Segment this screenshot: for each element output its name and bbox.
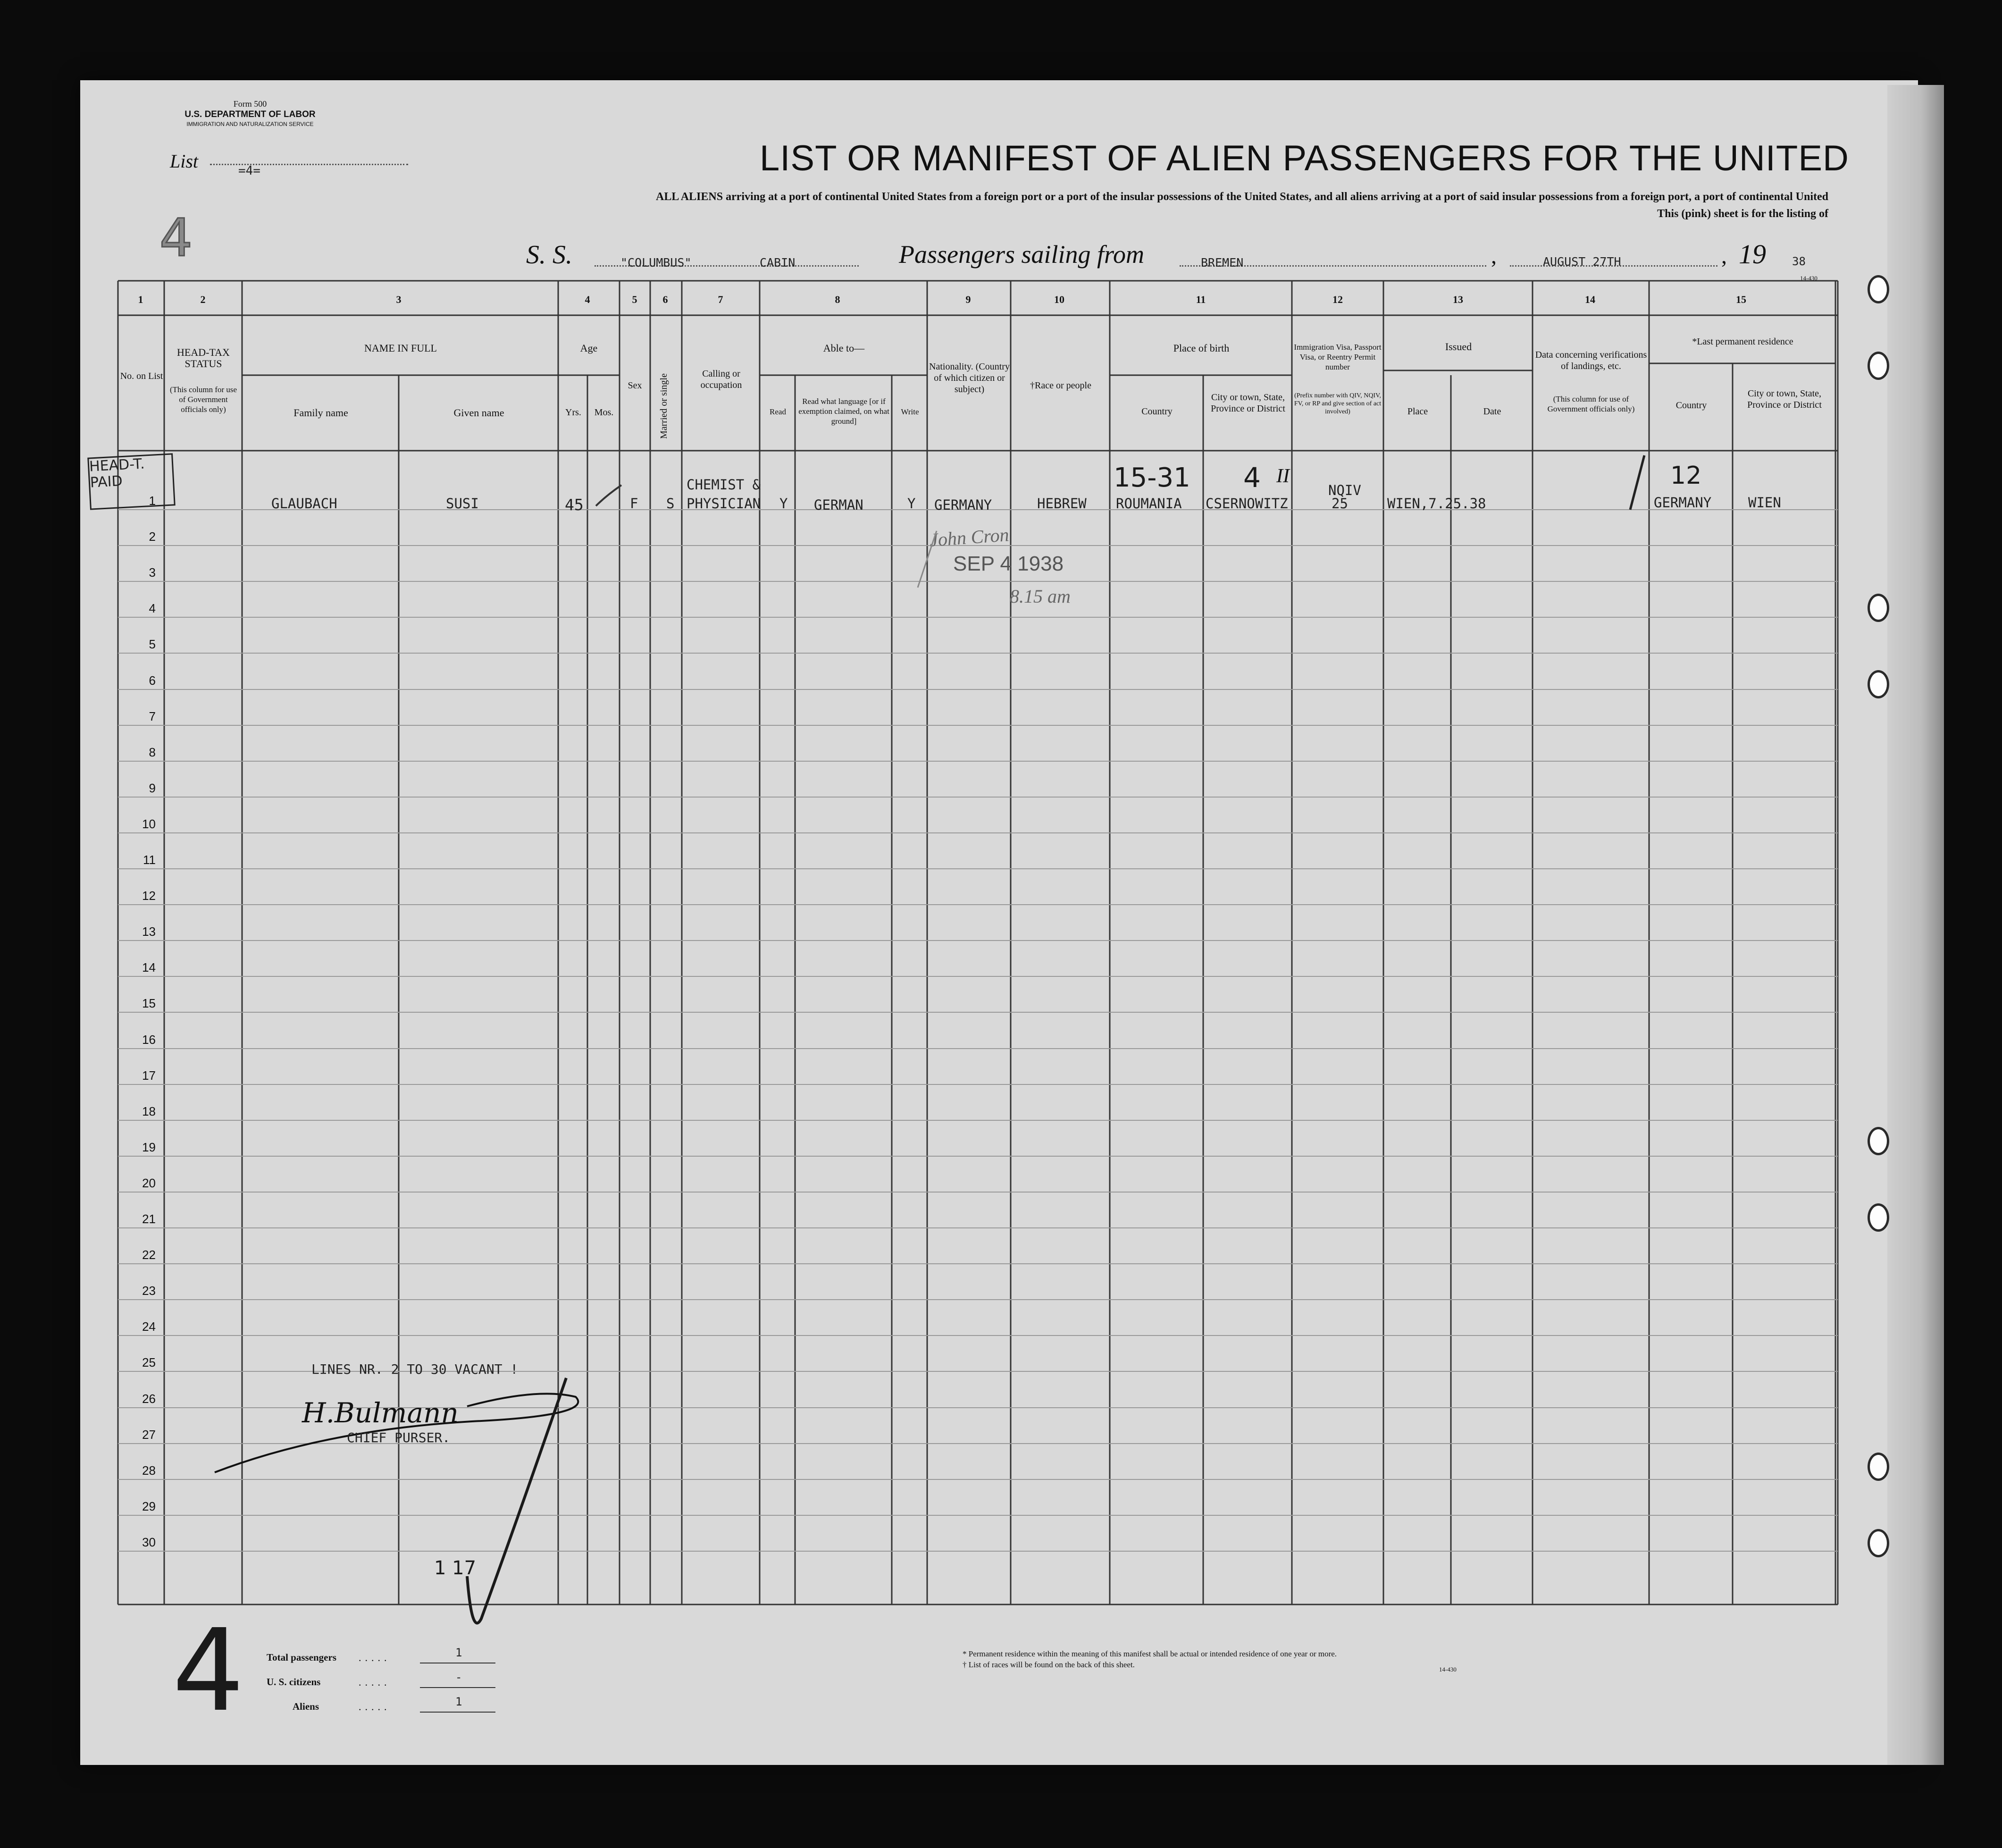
punch-hole <box>1868 1203 1889 1232</box>
line-number: 16 <box>142 1033 156 1047</box>
aliens: 1 <box>455 1695 462 1708</box>
header-given-name: Given name <box>453 407 504 419</box>
punch-hole <box>1868 352 1889 380</box>
line-number: 18 <box>142 1104 156 1118</box>
bottom-handwritten-mark: 1 17 <box>434 1557 477 1579</box>
dots-2: ..... <box>359 1676 391 1688</box>
marital-status: S <box>666 496 675 512</box>
vacant-lines-note: LINES NR. 2 TO 30 VACANT ! <box>311 1361 519 1377</box>
residence-country: GERMANY <box>1654 495 1712 511</box>
department: U.S. DEPARTMENT OF LABOR <box>184 109 316 119</box>
instruction-line-1: ALL ALIENS arriving at a port of continental United States from a foreign port or a port of the insular possessions of the United States, and all aliens arriving at a port of said insular possessions from a foreign port, a port of continental United <box>656 191 1828 203</box>
header-head-tax: HEAD-TAX STATUS <box>177 346 230 370</box>
stamp-date: SEP 4 1938 <box>953 552 1064 575</box>
column-number: 13 <box>1453 294 1463 305</box>
line-number: 22 <box>142 1248 156 1262</box>
header-visa-note: (Prefix number with QIV, NQIV, FV, or RP and give section of act involved) <box>1294 392 1382 415</box>
stamp-time: 8.15 am <box>1010 586 1071 607</box>
city-code-suffix: II <box>1276 465 1290 487</box>
head-tax-stamp: HEAD-T. PAID <box>87 453 176 510</box>
header-name-in-full: NAME IN FULL <box>364 342 437 354</box>
header-sex: Sex <box>628 380 642 391</box>
header-pob-city: City or town, State, Province or District <box>1211 392 1285 414</box>
footnote-code: 14-430 <box>1439 1666 1457 1673</box>
list-handwritten-number: 4 <box>159 208 193 268</box>
residence-city: WIEN <box>1748 495 1781 511</box>
birth-country: ROUMANIA <box>1116 496 1182 512</box>
line-number: 12 <box>142 889 156 903</box>
sailing-label: Passengers sailing from <box>899 240 1145 269</box>
header-nationality: Nationality. (Country of which citizen or subject) <box>929 361 1010 395</box>
header-last-residence: *Last permanent residence <box>1692 336 1793 347</box>
manifest-title: LIST OR MANIFEST OF ALIEN PASSENGERS FOR THE UNITED <box>760 138 1849 178</box>
line-number: 2 <box>149 529 156 544</box>
family-name: GLAUBACH <box>271 496 337 512</box>
column-number: 7 <box>718 294 723 305</box>
header-race: †Race or people <box>1030 380 1091 391</box>
header-calling: Calling or occupation <box>700 369 742 390</box>
header-issued-date: Date <box>1483 406 1501 417</box>
header-married: Married or single <box>659 373 669 439</box>
can-read: Y <box>779 496 788 512</box>
form-number: Form 500 <box>233 99 267 109</box>
line-number: 17 <box>142 1068 156 1083</box>
column-number: 1 <box>138 294 143 305</box>
ss-label: S. S. <box>526 240 572 269</box>
header-family-name: Family name <box>293 407 348 419</box>
line-number: 20 <box>142 1176 156 1190</box>
pob-code-handwritten: 15-31 <box>1114 462 1190 493</box>
age-check-mark <box>592 481 625 510</box>
ship-name: "COLUMBUS" <box>620 256 692 269</box>
line-number: 5 <box>149 637 156 651</box>
visa-type: NQIV <box>1328 482 1361 498</box>
list-label: List <box>170 151 199 172</box>
header-verifications: Data concerning verifications of landings, etc. <box>1535 350 1647 371</box>
punch-hole <box>1868 1453 1889 1481</box>
service: IMMIGRATION AND NATURALIZATION SERVICE <box>186 121 314 127</box>
column-number: 4 <box>585 294 590 305</box>
dots-1: ..... <box>359 1652 391 1663</box>
visa-number: 25 <box>1332 496 1348 512</box>
us-citizens-line <box>420 1687 495 1688</box>
header-lr-country: Country <box>1675 400 1707 411</box>
stamp-signature: John Cron <box>929 524 1010 551</box>
comma-2: , <box>1721 244 1727 269</box>
read-language: GERMAN <box>814 497 863 513</box>
instruction-line-2: This (pink) sheet is for the listing of <box>1657 208 1828 220</box>
header-visa: Immigration Visa, Passport Visa, or Reentry Permit number <box>1294 343 1382 371</box>
line-number: 4 <box>149 601 156 615</box>
column-number: 11 <box>1196 294 1206 305</box>
header-place-of-birth: Place of birth <box>1173 342 1230 354</box>
line-number: 19 <box>142 1140 156 1154</box>
race: HEBREW <box>1037 496 1087 512</box>
us-citizens-label: U. S. citizens <box>267 1676 321 1688</box>
issued-place-date: WIEN,7.25.38 <box>1387 496 1486 512</box>
age-years: 45 <box>565 496 584 514</box>
punch-hole <box>1868 670 1889 698</box>
occupation-line-2: PHYSICIAN <box>687 496 761 512</box>
line-number: 6 <box>149 673 156 688</box>
line-number: 9 <box>149 781 156 795</box>
punch-hole <box>1868 1529 1889 1557</box>
sailing-date: AUGUST 27TH <box>1543 255 1621 269</box>
year-prefix: 19 <box>1739 239 1766 269</box>
column-number: 10 <box>1054 294 1064 305</box>
column-number: 15 <box>1736 294 1746 305</box>
line-number: 8 <box>149 745 156 759</box>
header-lr-city: City or town, State, Province or District <box>1747 388 1822 410</box>
header-read: Read <box>770 407 786 416</box>
column-number: 9 <box>965 294 971 305</box>
year-suffix: 38 <box>1792 255 1806 268</box>
large-pen-stroke <box>462 1373 585 1647</box>
footnote-races: † List of races will be found on the back of this sheet. <box>963 1660 1135 1669</box>
line-number: 10 <box>142 817 156 831</box>
column-number: 8 <box>835 294 840 305</box>
line-number: 24 <box>142 1319 156 1334</box>
line-number: 28 <box>142 1463 156 1478</box>
header-age: Age <box>580 342 598 354</box>
header-issued: Issued <box>1445 341 1472 353</box>
header-able-to: Able to— <box>823 342 865 354</box>
verification-mark <box>1618 453 1656 514</box>
column-number: 12 <box>1332 294 1343 305</box>
footnote-residence: * Permanent residence within the meaning of this manifest shall be actual or intended residence of one year or more. <box>963 1649 1337 1658</box>
can-write: Y <box>907 496 916 512</box>
header-verifications-note: (This column for use of Government officials only) <box>1547 395 1635 413</box>
column-number: 14 <box>1585 294 1595 305</box>
line-number: 21 <box>142 1212 156 1226</box>
header-no-on-list: No. on List <box>120 371 163 381</box>
punch-hole <box>1868 275 1889 303</box>
total-passengers: 1 <box>455 1646 462 1659</box>
punch-hole <box>1868 1127 1889 1155</box>
list-value: =4= <box>238 164 260 178</box>
birth-city: CSERNOWITZ <box>1206 496 1288 512</box>
header-read-language: Read what language [or if exemption claimed, on what ground] <box>798 397 889 426</box>
line-number: 25 <box>142 1355 156 1369</box>
line-number: 30 <box>142 1535 156 1549</box>
line-number: 29 <box>142 1499 156 1513</box>
dots-3: ..... <box>359 1701 391 1713</box>
nationality: GERMANY <box>934 497 992 513</box>
line-number: 1 <box>149 494 156 508</box>
ship-class: CABIN <box>760 256 796 269</box>
column-number: 5 <box>632 294 637 305</box>
header-yrs: Yrs. <box>565 407 581 418</box>
form-code: 14-430 <box>1800 275 1818 282</box>
punch-hole <box>1868 594 1889 622</box>
line-number: 3 <box>149 565 156 580</box>
header-mos: Mos. <box>594 407 614 418</box>
us-citizens: - <box>455 1671 462 1684</box>
comma-1: , <box>1491 244 1497 269</box>
chief-purser-label: CHIEF PURSER. <box>347 1430 451 1445</box>
line-number: 7 <box>149 709 156 723</box>
header-pob-country: Country <box>1141 406 1173 417</box>
residence-code-handwritten: 12 <box>1670 462 1702 490</box>
header-issued-place: Place <box>1407 406 1428 417</box>
column-number: 3 <box>396 294 402 305</box>
aliens-label: Aliens <box>293 1701 319 1712</box>
line-number: 15 <box>142 996 156 1010</box>
total-passengers-label: Total passengers <box>267 1652 336 1663</box>
line-number: 13 <box>142 924 156 939</box>
line-number: 26 <box>142 1392 156 1406</box>
sex: F <box>630 496 638 512</box>
line-number: 27 <box>142 1428 156 1442</box>
purser-signature: H.Bulmann <box>302 1397 459 1429</box>
line-number: 23 <box>142 1284 156 1298</box>
column-number: 6 <box>662 294 668 305</box>
stamp-stroke <box>908 529 946 590</box>
aliens-line <box>420 1712 495 1713</box>
line-number: 14 <box>142 960 156 974</box>
header-write: Write <box>901 407 919 416</box>
header-head-tax-note: (This column for use of Government officials only) <box>169 385 237 414</box>
column-number: 2 <box>200 294 206 305</box>
large-handwritten-number: 4 <box>172 1604 244 1737</box>
port: BREMEN <box>1201 256 1244 269</box>
city-code-handwritten: 4 <box>1243 462 1261 494</box>
line-number: 11 <box>143 853 156 867</box>
occupation-line-1: CHEMIST & <box>687 477 761 493</box>
given-name: SUSI <box>446 496 479 512</box>
